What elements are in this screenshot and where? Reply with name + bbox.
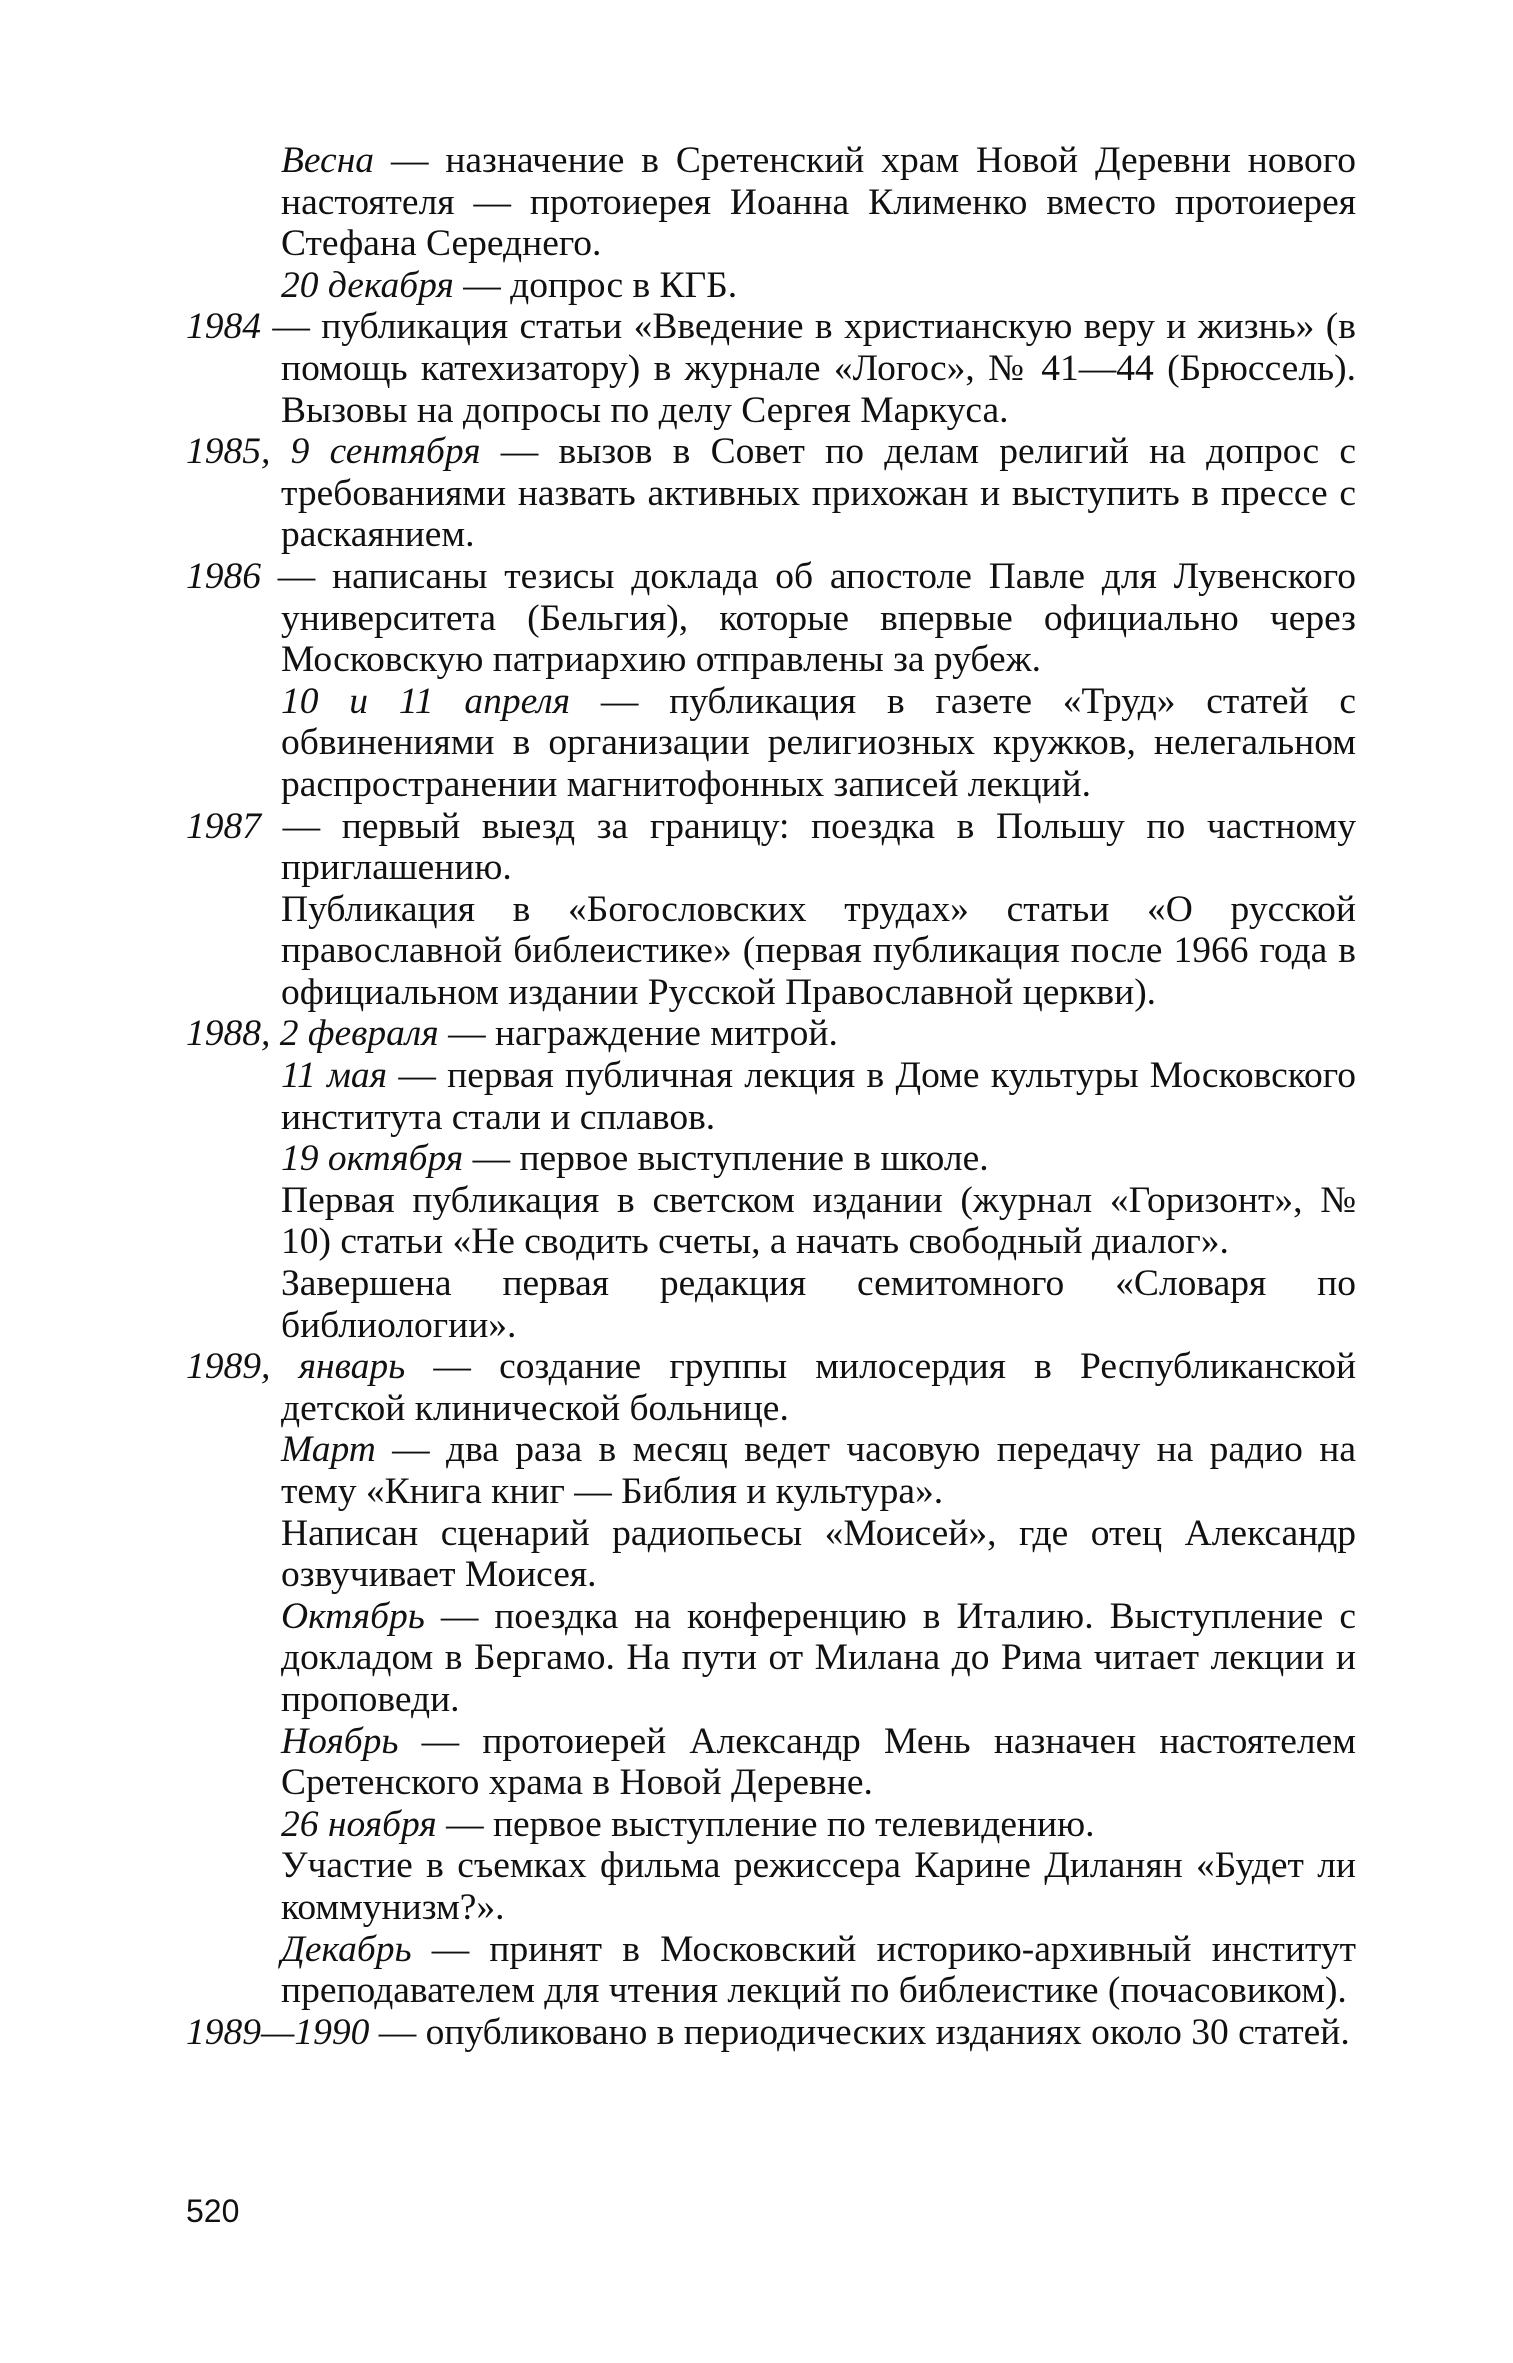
entry-text: — протоиерей Александр Мень назначен настоятелем Сретенского храма в Новой Деревне. <box>281 1720 1356 1804</box>
chronology-entry <box>186 2012 1356 2054</box>
entry-date: 1988, 2 февраля <box>186 1013 439 1055</box>
entry-text: — публикация в газете «Труд» статей с обвинениями в организации религиозных кружков, нелегальном распространении магнитофонных записей лекций. <box>281 680 1356 805</box>
chronology-entry <box>186 1596 1356 1721</box>
entry-date: 1986 <box>186 555 261 597</box>
entry-date: 26 ноября <box>281 1803 437 1845</box>
entry-text: — написаны тезисы доклада об апостоле Павле для Лувенского университета (Бельгия), которые впервые официально через Московскую патриархию отправлены за рубеж. <box>261 555 1356 681</box>
entry-text: Завершена первая редакция семитомного «Словаря по библиологии». <box>281 1263 1356 1346</box>
chronology-entry <box>186 1845 1356 1928</box>
chronology-entry <box>186 1055 1356 1138</box>
chronology-entry <box>186 1804 1356 1846</box>
chronology-entry <box>186 1180 1356 1263</box>
entry-date: 1985, 9 сентября <box>186 431 481 473</box>
chronology-entry <box>186 1721 1356 1804</box>
entry-text: — назначение в Сретенский храм Новой Деревни нового настоятеля — протоиерея Иоанна Клименко вместо протоиерея Стефана Середнего. <box>281 140 1356 265</box>
chronology-entry <box>186 1429 1356 1512</box>
entry-text: — опубликовано в периодических изданиях около 30 статей. <box>369 2011 1350 2053</box>
entry-text: — награждение митрой. <box>438 1013 838 1055</box>
entry-date: Весна <box>281 140 375 181</box>
entry-text: — первое выступление по телевидению. <box>436 1803 1095 1845</box>
entry-text: Участие в съемках фильма режиссера Карине Диланян «Будет ли коммунизм?». <box>281 1845 1356 1928</box>
chronology-entry <box>186 1346 1356 1429</box>
entry-text: — публикация статьи «Введение в христианскую веру и жизнь» (в помощь катехизатору) в журнале «Логос», № 41—44 (Брюссель). Вызовы на допросы по делу Сергея Маркуса. <box>261 306 1356 431</box>
entry-date: 1987 <box>186 805 261 847</box>
chronology-entry <box>186 431 1356 556</box>
entry-text: — создание группы милосердия в Республиканской детской клинической больнице. <box>281 1346 1357 1429</box>
entry-date: Ноябрь <box>281 1720 399 1762</box>
entry-text: Первая публикация в светском издании (журнал «Горизонт», № 10) статьи «Не сводить счеты, а начать свободный диалог». <box>281 1179 1356 1263</box>
entry-date: 1989, январь <box>186 1346 406 1388</box>
entry-text: — допрос в КГБ. <box>453 264 738 306</box>
chronology-entry <box>186 1929 1356 2012</box>
entry-text: Публикация в «Богословских трудах» статьи «О русской православной библеистике» (первая публикация после 1966 года в официальном издании Русской Православной церкви). <box>281 888 1356 1013</box>
chronology-entry <box>186 556 1356 681</box>
chronology-entry <box>186 1263 1356 1346</box>
entry-text: Написан сценарий радиопьесы «Моисей», где отец Александр озвучивает Моисея. <box>281 1512 1356 1596</box>
chronology-entry <box>186 306 1356 431</box>
entry-date: Март <box>281 1429 376 1471</box>
entry-text: — первый выезд за границу: поездка в Польшу по частному приглашению. <box>261 805 1356 889</box>
entry-text: — первое выступление в школе. <box>463 1138 989 1180</box>
entry-date: 20 декабря <box>281 264 454 306</box>
entry-text: — первая публичная лекция в Доме культуры Московского института стали и сплавов. <box>281 1055 1356 1138</box>
chronology-entry <box>186 1013 1356 1055</box>
chronology-entry <box>186 806 1356 889</box>
entry-text: — поездка на конференцию в Италию. Выступление с докладом в Бергамо. На пути от Милана до Рима читает лекции и проповеди. <box>281 1595 1356 1720</box>
chronology-entry <box>186 265 1356 307</box>
entry-date: 10 и 11 апреля <box>281 680 571 722</box>
entry-text: — два раза в месяц ведет часовую передачу на радио на тему «Книга книг — Библия и культура». <box>281 1429 1356 1512</box>
chronology-entry <box>186 1513 1356 1596</box>
entry-date: Декабрь <box>281 1928 412 1970</box>
chronology-text <box>186 140 1356 2053</box>
entry-date: 1984 <box>186 306 261 348</box>
entry-text: — вызов в Совет по делам религий на допрос с требованиями назвать активных прихожан и выступить в прессе с раскаянием. <box>281 431 1356 556</box>
chronology-entry <box>186 681 1356 806</box>
chronology-entry <box>186 140 1356 265</box>
entry-text: — принят в Московский историко-архивный институт преподавателем для чтения лекций по библеистике (почасовиком). <box>281 1928 1356 2012</box>
entry-date: 1989—1990 <box>186 2011 370 2053</box>
entry-date: Октябрь <box>281 1595 425 1637</box>
chronology-entry <box>186 889 1356 1014</box>
entry-date: 19 октября <box>281 1138 464 1180</box>
entry-date: 11 мая <box>281 1055 388 1097</box>
chronology-entry <box>186 1138 1356 1180</box>
page-number: 520 <box>186 2193 240 2229</box>
